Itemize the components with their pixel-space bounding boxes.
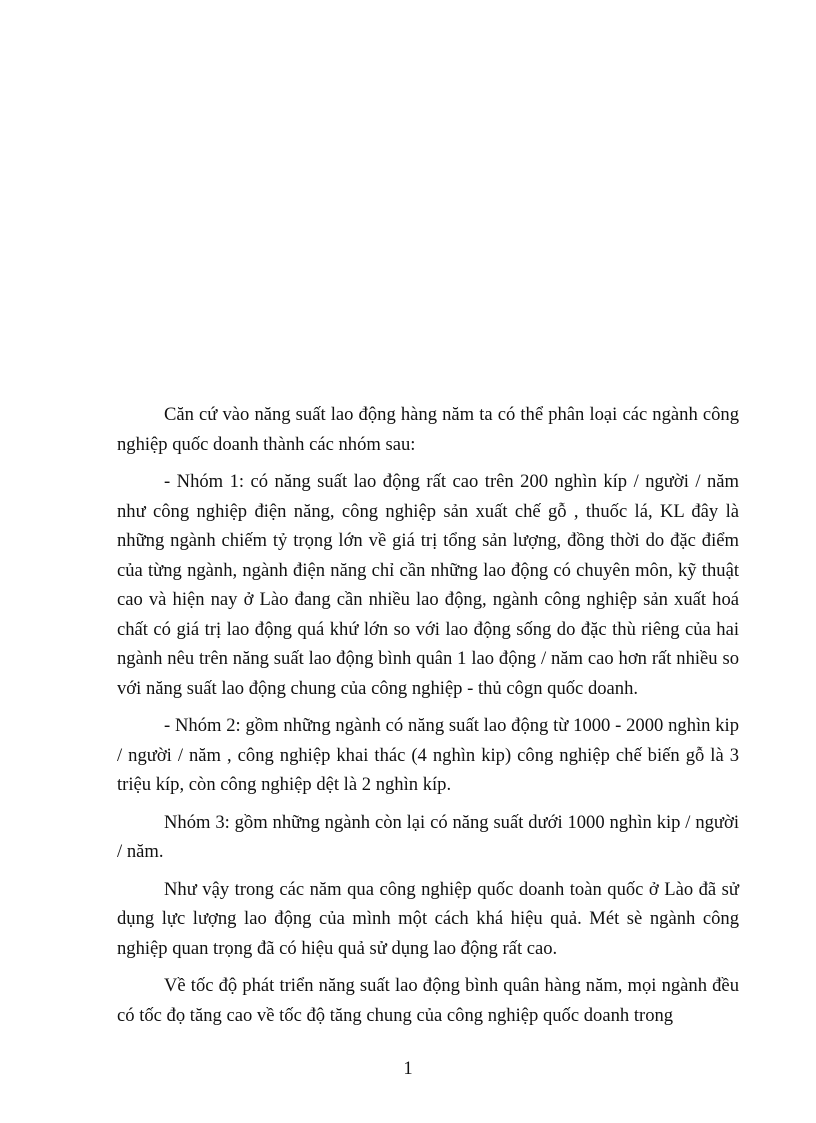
page-number: 1 — [403, 1058, 413, 1079]
document-body — [117, 400, 739, 1038]
paragraph-intro: Căn cứ vào năng suất lao động hàng năm ta có thể phân loại các ngành công nghiệp quốc doanh thành các nhóm sau: — [117, 404, 739, 455]
paragraph-group-2: - Nhóm 2: gồm những ngành có năng suất lao động từ 1000 - 2000 nghìn kip / người / năm , công nghiệp khai thác (4 nghìn kip) công nghiệp chế biến gỗ là 3 triệu kíp, còn công nghiệp dệt là 2 nghìn kíp. — [117, 715, 739, 795]
paragraph-group-1: - Nhóm 1: có năng suất lao động rất cao trên 200 nghìn kíp / người / năm như công nghiệp điện năng, công nghiệp sản xuất chế gỗ , thuốc lá, KL đây là những ngành chiếm tỷ trọng lớn về giá trị tổng sản lượng, đồng thời do đặc điểm của từng ngành, ngành điện năng chỉ cần những lao động có chuyên môn, kỹ thuật cao và hiện nay ở Lào đang cần nhiều lao động, ngành công nghiệp sản xuất hoá chất có giá trị lao động quá khứ lớn so với lao động sống do đặc thù riêng của hai ngành nêu trên năng suất lao động bình quân 1 lao động / năm cao hơn rất nhiều so với năng suất lao động chung của công nghiệp - thủ côgn quốc doanh. — [117, 471, 739, 699]
paragraph-summary: Như vậy trong các năm qua công nghiệp quốc doanh toàn quốc ở Lào đã sử dụng lực lượng lao động của mình một cách khá hiệu quả. Mét sè ngành công nghiệp quan trọng đã có hiệu quả sử dụng lao động rất cao. — [117, 878, 739, 959]
paragraph-growth: Về tốc độ phát triển năng suất lao động bình quân hàng năm, mọi ngành đều có tốc đọ tăng cao về tốc độ tăng chung của công nghiệp quốc doanh trong — [117, 975, 739, 1026]
paragraph-group-3: Nhóm 3: gồm những ngành còn lại có năng suất dưới 1000 nghìn kip / người / năm. — [117, 811, 739, 862]
